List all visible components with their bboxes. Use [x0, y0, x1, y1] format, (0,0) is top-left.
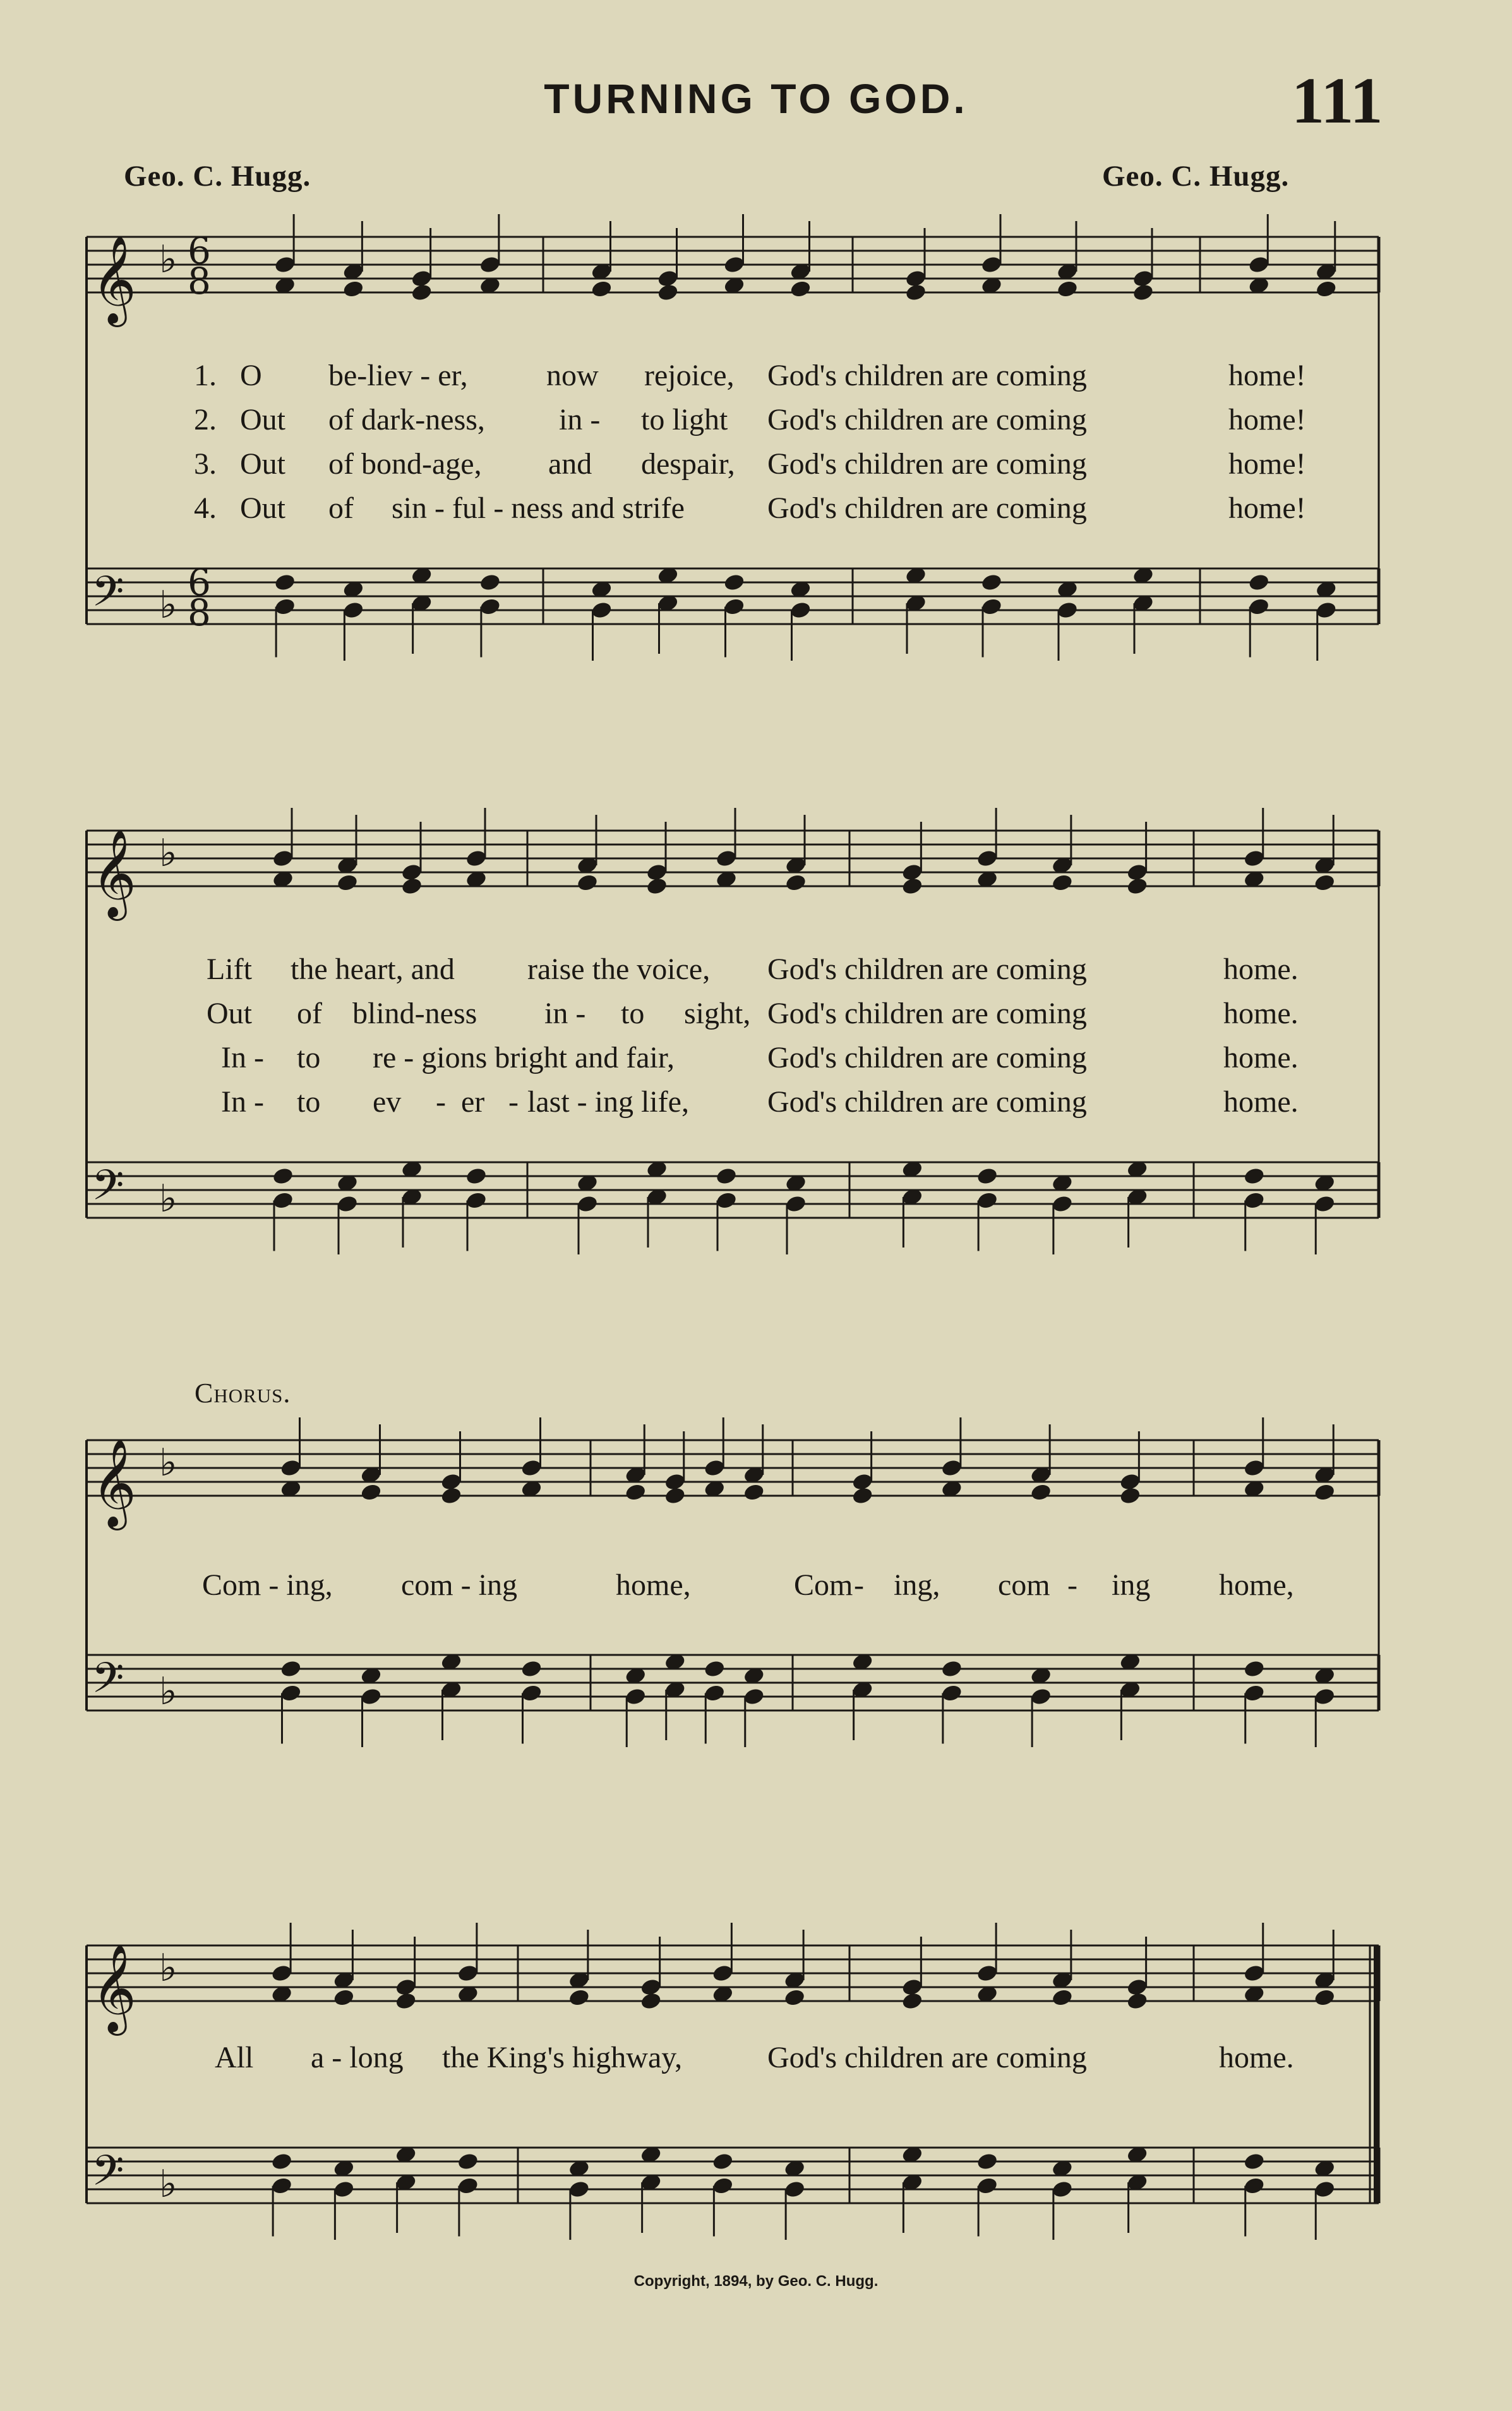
note-head	[1313, 873, 1336, 893]
note-head	[1313, 1482, 1336, 1502]
lyric-syllable: a - long	[311, 2041, 404, 2074]
verse-number: 1.	[194, 359, 217, 392]
music-system-2	[0, 802, 1512, 1308]
lyric-syllable: Out	[207, 997, 252, 1030]
flat-sign: ♭	[159, 1177, 177, 1221]
bass-clef: 𝄢	[92, 1654, 124, 1712]
lyric-syllable: er	[461, 1085, 485, 1119]
hymn-title: TURNING TO GOD.	[544, 75, 968, 122]
lyric-syllable: -	[508, 1085, 519, 1119]
lyric-syllable: God's children are coming	[767, 447, 1087, 481]
treble-clef: 𝄞	[92, 1944, 136, 2032]
note-head	[743, 1482, 765, 1502]
note-head	[1315, 279, 1338, 299]
note-head	[336, 873, 359, 893]
note-head	[520, 1659, 543, 1679]
lyric-syllable: last - ing life,	[527, 1085, 689, 1119]
lyric-syllable: ing,	[894, 1568, 940, 1602]
note-head	[479, 573, 501, 592]
note-head	[360, 1482, 383, 1502]
lyric-syllable: to light	[641, 403, 728, 436]
music-system-4	[0, 1838, 1512, 2249]
lyric-syllable: God's children are coming	[767, 2041, 1087, 2074]
lyric-syllable: in -	[544, 997, 586, 1030]
note-head	[1119, 1486, 1142, 1506]
lyric-syllable: despair,	[641, 447, 735, 481]
verse-number: 2.	[194, 403, 217, 436]
lyric-syllable: raise the voice,	[527, 953, 711, 986]
flat-sign: ♭	[159, 2162, 177, 2206]
note-head	[1243, 1167, 1266, 1186]
note-head	[1132, 283, 1155, 303]
lyric-syllable: home.	[1219, 2041, 1294, 2074]
time-signature-bottom: 8	[188, 591, 211, 634]
music-credit: Geo. C. Hugg.	[1102, 160, 1290, 193]
lyric-syllable: sight,	[684, 997, 751, 1030]
note-head	[342, 279, 365, 299]
note-head	[640, 1992, 663, 2011]
lyric-syllable: God's children are coming	[767, 1085, 1087, 1119]
note-head	[568, 1988, 591, 2007]
lyric-syllable: Out	[240, 403, 285, 436]
music-system-3	[0, 1377, 1512, 1775]
lyric-syllable: In -	[221, 1041, 264, 1074]
lyric-syllable: of	[328, 491, 354, 525]
lyric-syllable: now	[546, 359, 599, 392]
music-system-1	[0, 208, 1512, 726]
note-head	[645, 877, 668, 896]
lyric-syllable: and	[548, 447, 592, 481]
page-number: 111	[1292, 64, 1383, 137]
note-head	[712, 2152, 735, 2172]
note-head	[851, 1486, 874, 1506]
lyric-syllable: rejoice,	[644, 359, 735, 392]
lyric-syllable: -	[1067, 1568, 1077, 1602]
note-head	[440, 1486, 463, 1506]
note-head	[783, 1988, 806, 2007]
lyric-syllable: Com	[794, 1568, 853, 1602]
lyric-syllable: ing	[1112, 1568, 1151, 1602]
lyric-syllable: Com - ing,	[202, 1568, 333, 1602]
lyric-syllable: God's children are coming	[767, 491, 1087, 525]
note-head	[1126, 1992, 1149, 2011]
lyric-syllable: ev	[373, 1085, 402, 1119]
note-head	[976, 2152, 999, 2172]
lyric-syllable: home!	[1228, 491, 1306, 525]
note-head	[940, 1659, 963, 1679]
lyric-syllable: re - gions bright and fair,	[373, 1041, 675, 1074]
lyric-syllable: the King's highway,	[442, 2041, 683, 2074]
lyric-syllable: of dark-ness,	[328, 403, 485, 436]
note-head	[457, 2152, 479, 2172]
lyric-syllable: blind-ness	[352, 997, 477, 1030]
lyric-syllable: God's children are coming	[767, 403, 1087, 436]
note-head	[270, 2152, 293, 2172]
note-head	[411, 283, 433, 303]
lyric-syllable: the heart, and	[291, 953, 455, 986]
note-head	[1029, 1482, 1052, 1502]
bass-clef: 𝄢	[92, 2146, 124, 2205]
note-head	[1051, 1988, 1074, 2007]
note-head	[591, 279, 613, 299]
flat-sign: ♭	[159, 831, 177, 875]
lyric-syllable: to	[297, 1041, 321, 1074]
note-head	[976, 1167, 999, 1186]
lyric-syllable: O	[240, 359, 262, 392]
note-head	[723, 573, 746, 592]
lyric-syllable: Lift	[207, 953, 252, 986]
treble-clef: 𝄞	[92, 236, 136, 323]
lyric-syllable: God's children are coming	[767, 953, 1087, 986]
copyright-notice: Copyright, 1894, by Geo. C. Hugg.	[633, 2273, 879, 2290]
note-head	[1313, 1988, 1336, 2007]
bass-clef: 𝄢	[92, 567, 124, 626]
lyric-syllable: -	[436, 1085, 446, 1119]
time-signature-bottom: 8	[188, 260, 211, 303]
lyric-syllable: home,	[1219, 1568, 1294, 1602]
note-head	[273, 573, 296, 592]
verse-number: 3.	[194, 447, 217, 481]
note-head	[789, 279, 812, 299]
lyric-syllable: home!	[1228, 403, 1306, 436]
lyric-syllable: sin - ful - ness and strife	[392, 491, 685, 525]
lyric-syllable: God's children are coming	[767, 1041, 1087, 1074]
bass-clef: 𝄢	[92, 1161, 124, 1220]
lyric-syllable: In -	[221, 1085, 264, 1119]
time-signature-top: 6	[188, 229, 211, 272]
note-head	[624, 1482, 647, 1502]
flat-sign: ♭	[159, 1669, 177, 1714]
words-credit: Geo. C. Hugg.	[124, 160, 311, 193]
lyric-syllable: Out	[240, 447, 285, 481]
flat-sign: ♭	[159, 1946, 177, 1990]
note-head	[703, 1659, 726, 1679]
note-head	[901, 877, 924, 896]
lyric-syllable: home.	[1223, 1041, 1299, 1074]
flat-sign: ♭	[159, 583, 177, 627]
note-head	[664, 1486, 687, 1506]
lyric-syllable: com	[998, 1568, 1050, 1602]
note-head	[395, 1992, 417, 2011]
lyric-syllable: -	[854, 1568, 864, 1602]
treble-clef: 𝄞	[92, 829, 136, 917]
note-head	[657, 283, 680, 303]
lyric-syllable: God's children are coming	[767, 359, 1087, 392]
time-signature-top: 6	[188, 561, 211, 604]
note-head	[1051, 873, 1074, 893]
lyric-syllable: home.	[1223, 1085, 1299, 1119]
note-head	[333, 1988, 356, 2007]
note-head	[272, 1167, 294, 1186]
lyric-syllable: home.	[1223, 953, 1299, 986]
lyric-syllable: home!	[1228, 359, 1306, 392]
flat-sign: ♭	[159, 237, 177, 282]
flat-sign: ♭	[159, 1441, 177, 1485]
note-head	[280, 1659, 303, 1679]
lyric-syllable: All	[215, 2041, 254, 2074]
note-head	[904, 283, 927, 303]
lyric-syllable: to	[297, 1085, 321, 1119]
note-head	[715, 1167, 738, 1186]
lyric-syllable: to	[621, 997, 645, 1030]
note-head	[1056, 279, 1079, 299]
lyric-syllable: home.	[1223, 997, 1299, 1030]
lyric-syllable: of bond-age,	[328, 447, 482, 481]
lyric-syllable: com - ing	[401, 1568, 517, 1602]
note-head	[1243, 2152, 1266, 2172]
lyric-syllable: Out	[240, 491, 285, 525]
lyric-syllable: home,	[616, 1568, 691, 1602]
note-head	[465, 1167, 488, 1186]
note-head	[400, 877, 423, 896]
lyric-syllable: of	[297, 997, 322, 1030]
note-head	[784, 873, 807, 893]
lyric-syllable: God's children are coming	[767, 997, 1087, 1030]
lyric-syllable: home!	[1228, 447, 1306, 481]
lyric-syllable: in -	[559, 403, 601, 436]
chorus-label: Chorus.	[195, 1378, 291, 1409]
verse-number: 4.	[194, 491, 217, 525]
note-head	[1243, 1659, 1266, 1679]
lyric-syllable: be-liev - er,	[328, 359, 468, 392]
note-head	[901, 1992, 924, 2011]
note-head	[1247, 573, 1270, 592]
note-head	[576, 873, 599, 893]
note-head	[1126, 877, 1149, 896]
page-header	[0, 0, 1512, 193]
treble-clef: 𝄞	[92, 1439, 136, 1527]
note-head	[980, 573, 1003, 592]
